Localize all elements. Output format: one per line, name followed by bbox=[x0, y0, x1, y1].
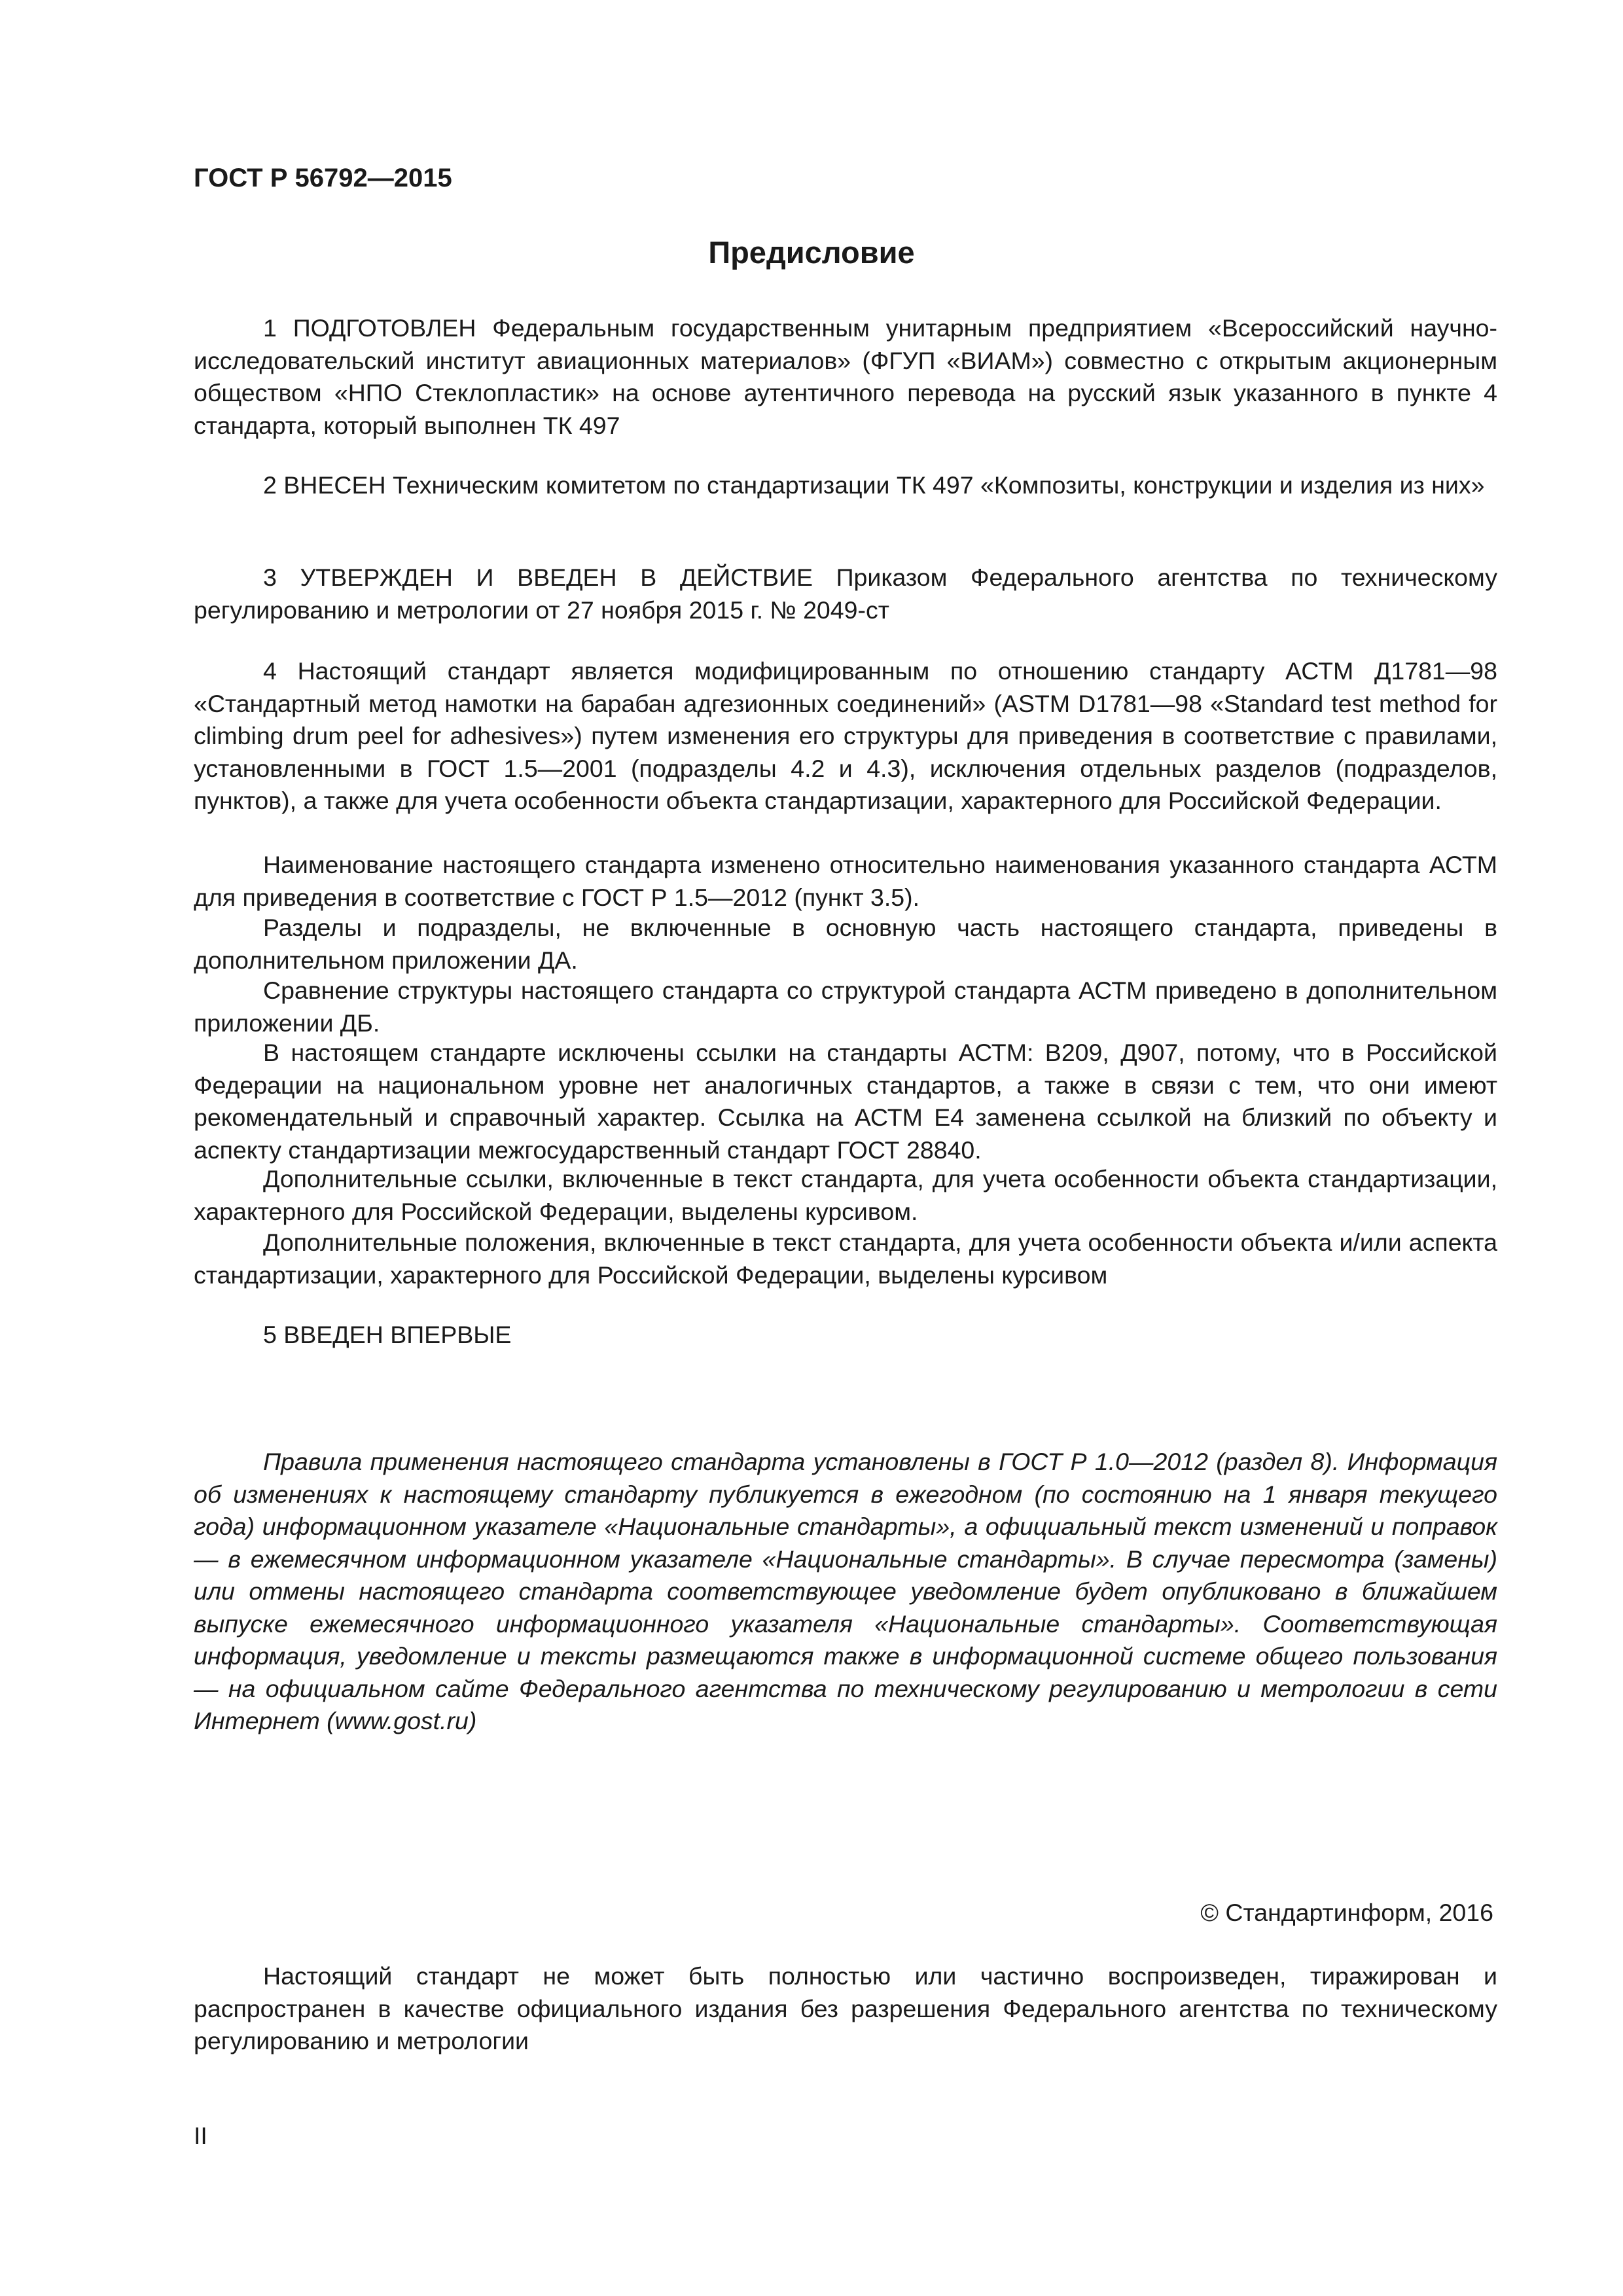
item-4-modification: 4 Настоящий стандарт является модифицированным по отношению стандарту АСТМ Д1781—98 «Стандартный метод намотки на барабан адгезионных соединений» (ASTM D1781—98 «Standard test method for climbing drum peel for adhesives») путем изменения его структуры для приведения в соответствие с правилами, установленными в ГОСТ 1.5—2001 (подразделы 4.2 и 4.3), исключения отдельных разделов (подразделов, пунктов), а также для учета особенности объекта стандартизации, характерного для Российской Федерации. bbox=[194, 657, 1497, 814]
item-1-prepared: 1 ПОДГОТОВЛЕН Федеральным государственным унитарным предприятием «Всероссийский научно-исследовательский институт авиационных материалов» (ФГУП «ВИАМ») совместно с открытым акционерным обществом «НПО Стеклопластик» на основе аутентичного перевода на русский язык указанного в пункте 4 стандарта, который выполнен ТК 497 bbox=[194, 314, 1497, 439]
item-4-sections-annex-da: Разделы и подразделы, не включенные в основную часть настоящего стандарта, приведены в дополнительном приложении ДА. bbox=[194, 914, 1497, 974]
item-5-first-introduced: 5 ВВЕДЕН ВПЕРВЫЕ bbox=[263, 1321, 512, 1348]
rules-notice: Правила применения настоящего стандарта установлены в ГОСТ Р 1.0—2012 (раздел 8). Информация об изменениях к настоящему стандарту публикуется в ежегодном (по состоянию на 1 января текущего года) информационном указателе «Национальные стандарты», а официальный текст изменений и поправок — в ежемесячном информационном указателе «Национальные стандарты». В случае пересмотра (замены) или отмены настоящего стандарта соответствующее уведомление будет опубликовано в ближайшем выпуске ежемесячного информационного указателя «Национальные стандарты». Соответствующая информация, уведомление и тексты размещаются также в информационной системе общего пользования — на официальном сайте Федерального агентства по техническому регулированию и метрологии в сети Интернет (www.gost.ru) bbox=[194, 1448, 1497, 1734]
page-title: Предисловие bbox=[708, 235, 915, 270]
item-3-approved: 3 УТВЕРЖДЕН И ВВЕДЕН В ДЕЙСТВИЕ Приказом Федерального агентства по техническому регулированию и метрологии от 27 ноября 2015 г. № 2049-ст bbox=[194, 564, 1497, 624]
item-4-structure-annex-db: Сравнение структуры настоящего стандарта со структурой стандарта АСТМ приведено в дополнительном приложении ДБ. bbox=[194, 977, 1497, 1037]
copyright: © Стандартинформ, 2016 bbox=[1200, 1899, 1493, 1926]
document-code: ГОСТ Р 56792—2015 bbox=[194, 164, 452, 192]
page-number: II bbox=[194, 2122, 207, 2149]
item-4-additional-provisions: Дополнительные положения, включенные в текст стандарта, для учета особенности объекта и/или аспекта стандартизации, характерного для Российской Федерации, выделены курсивом bbox=[194, 1229, 1497, 1289]
item-4-excluded-references: В настоящем стандарте исключены ссылки на стандарты АСТМ: В209, Д907, потому, что в Российской Федерации на национальном уровне нет аналогичных стандартов, а также в связи с тем, что они имеют рекомендательный и справочный характер. Ссылка на АСТМ Е4 заменена ссылкой на близкий по объекту и аспекту стандартизации межгосударственный стандарт ГОСТ 28840. bbox=[194, 1039, 1497, 1164]
reproduction-notice: Настоящий стандарт не может быть полностью или частично воспроизведен, тиражирован и распространен в качестве официального издания без разрешения Федерального агентства по техническому регулированию и метрологии bbox=[194, 1962, 1497, 2054]
item-4-additional-references: Дополнительные ссылки, включенные в текст стандарта, для учета особенности объекта стандартизации, характерного для Российской Федерации, выделены курсивом. bbox=[194, 1165, 1497, 1225]
item-2-introduced: 2 ВНЕСЕН Техническим комитетом по стандартизации ТК 497 «Композиты, конструкции и изделия из них» bbox=[263, 471, 1485, 499]
item-4-name-change: Наименование настоящего стандарта изменено относительно наименования указанного стандарта АСТМ для приведения в соответствие с ГОСТ Р 1.5—2012 (пункт 3.5). bbox=[194, 851, 1497, 911]
